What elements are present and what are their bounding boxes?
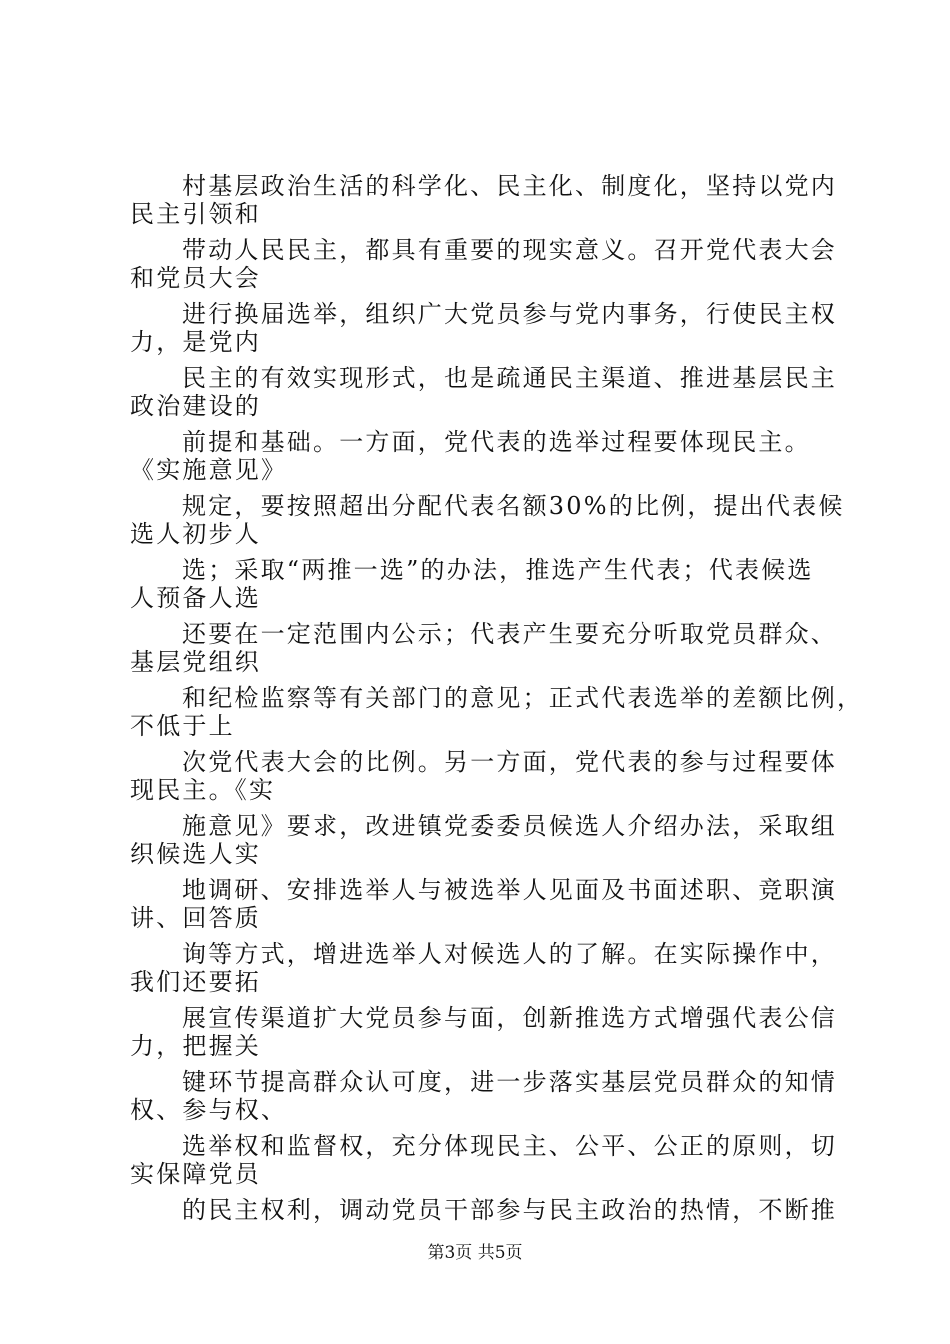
text-line: 村基层政治生活的科学化、民主化、制度化，坚持以党内 xyxy=(182,172,837,200)
text-line: 力，是党内 xyxy=(130,328,261,356)
text-line: 选人初步人 xyxy=(130,520,261,548)
text-line: 力，把握关 xyxy=(130,1032,261,1060)
text-line: 《实施意见》 xyxy=(130,456,288,484)
text-line: 基层党组织 xyxy=(130,648,261,676)
text-line: 织候选人实 xyxy=(130,840,261,868)
text-line: 地调研、安排选举人与被选举人见面及书面述职、竞职演 xyxy=(182,876,837,904)
body-text xyxy=(130,172,864,1224)
text-line: 现民主。《实 xyxy=(130,776,276,804)
text-line: 进行换届选举，组织广大党员参与党内事务，行使民主权 xyxy=(182,300,837,328)
text-line: 选；采取“两推一选”的办法，推选产生代表；代表候选 xyxy=(182,556,814,584)
text-line: 民主引领和 xyxy=(130,200,261,228)
text-line: 我们还要拓 xyxy=(130,968,261,996)
text-line: 选举权和监督权，充分体现民主、公平、公正的原则，切 xyxy=(182,1132,837,1160)
text-line: 实保障党员 xyxy=(130,1160,261,1188)
text-line: 次党代表大会的比例。另一方面，党代表的参与过程要体 xyxy=(182,748,837,776)
text-line: 权、参与权、 xyxy=(130,1096,288,1124)
text-line: 和党员大会 xyxy=(130,264,261,292)
text-line: 民主的有效实现形式，也是疏通民主渠道、推进基层民主 xyxy=(182,364,837,392)
text-line: 施意见》要求，改进镇党委委员候选人介绍办法，采取组 xyxy=(182,812,837,840)
text-line: 不低于上 xyxy=(130,712,235,740)
text-line: 规定，要按照超出分配代表名额30%的比例，提出代表候 xyxy=(182,492,845,520)
text-line: 带动人民民主，都具有重要的现实意义。召开党代表大会 xyxy=(182,236,837,264)
text-line: 政治建设的 xyxy=(130,392,261,420)
text-line: 人预备人选 xyxy=(130,584,261,612)
text-line: 键环节提高群众认可度，进一步落实基层党员群众的知情 xyxy=(182,1068,837,1096)
text-line: 前提和基础。一方面，党代表的选举过程要体现民主。 xyxy=(182,428,811,456)
text-line: 还要在一定范围内公示；代表产生要充分听取党员群众、 xyxy=(182,620,837,648)
text-line: 的民主权利，调动党员干部参与民主政治的热情，不断推 xyxy=(182,1196,837,1224)
text-line: 讲、回答质 xyxy=(130,904,261,932)
text-line: 展宣传渠道扩大党员参与面，创新推选方式增强代表公信 xyxy=(182,1004,837,1032)
text-line: 询等方式，增进选举人对候选人的了解。在实际操作中， xyxy=(182,940,837,968)
text-line: 和纪检监察等有关部门的意见；正式代表选举的差额比例， xyxy=(182,684,864,712)
page-number-footer: 第3页 共5页 xyxy=(427,1243,523,1263)
